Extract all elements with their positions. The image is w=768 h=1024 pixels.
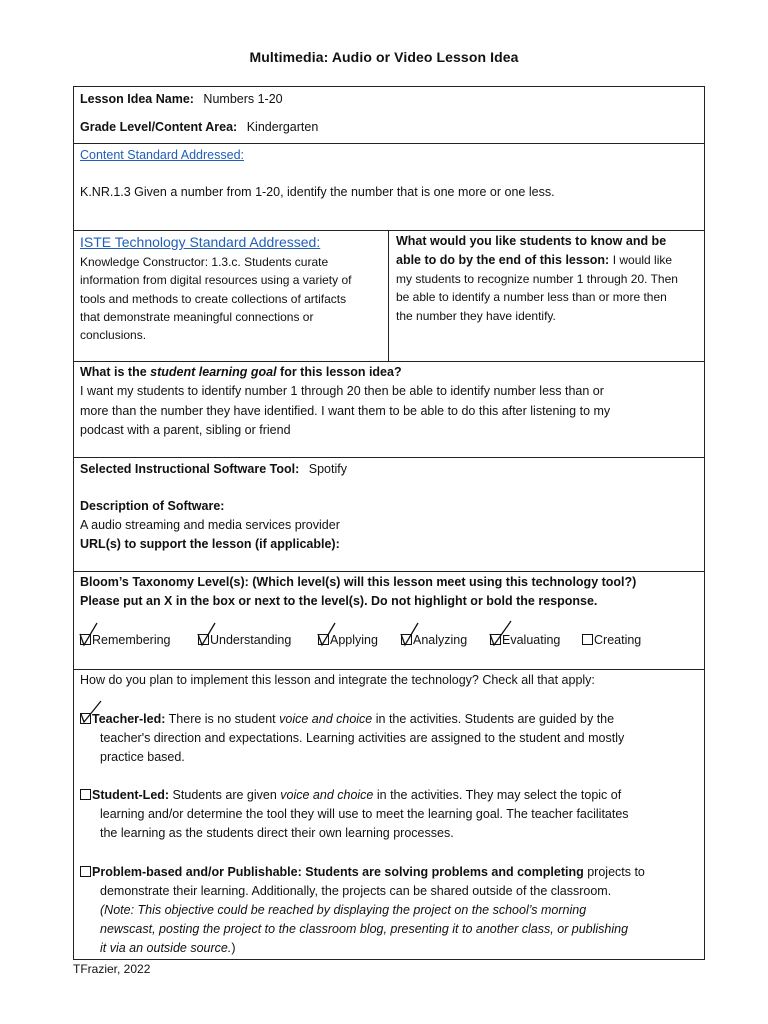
- option-problem-based[interactable]: [80, 863, 698, 958]
- iste-section: [74, 231, 704, 362]
- know-question: [396, 232, 672, 269]
- lesson-name-label: Lesson Idea Name:: [80, 92, 194, 106]
- blooms-level-understanding[interactable]: [198, 631, 291, 649]
- checkmark-icon: [79, 621, 103, 647]
- know-answer: [396, 270, 678, 325]
- goal-q-pre: What is the: [80, 365, 151, 379]
- lesson-info-section: [74, 87, 704, 144]
- goal-line: I want my students to identify number 1 through 20 then be able to identify number less than or: [80, 384, 604, 398]
- checkbox[interactable]: [401, 634, 412, 645]
- blooms-levels: [80, 631, 690, 651]
- goal-line: more than the number they have identified. I want them to be able to do this after listening to my: [80, 403, 611, 418]
- grade-label: Grade Level/Content Area:: [80, 120, 238, 134]
- know-question-line2: able to do by the end of this lesson:: [396, 252, 610, 267]
- column-divider: [388, 231, 389, 361]
- goal-q-post: for this lesson idea?: [276, 365, 402, 379]
- option-text: demonstrate their learning. Additionally, the projects can be shared outside of the classroom.: [100, 884, 612, 898]
- software-tool-row: [80, 460, 347, 479]
- software-section: [74, 458, 704, 572]
- checkbox[interactable]: [490, 634, 501, 645]
- option-text: There is no student: [165, 712, 280, 726]
- blooms-line2: Please put an X in the box or next to the level(s). Do not highlight or bold the response.: [80, 594, 598, 608]
- blooms-level-label: Evaluating: [502, 633, 561, 647]
- page-title: Multimedia: Audio or Video Lesson Idea: [249, 49, 519, 65]
- option-label: Problem-based and/or Publishable: Students are solving problems and completing: [92, 865, 584, 879]
- checkbox[interactable]: [582, 634, 593, 645]
- software-url-label: URL(s) to support the lesson (if applicable):: [80, 537, 340, 551]
- option-text: teacher's direction and expectations. Learning activities are assigned to the student and mostly: [100, 731, 625, 745]
- option-text: projects to: [583, 865, 645, 879]
- software-desc-label: Description of Software:: [80, 499, 225, 513]
- know-question-line: What would you like students to know and be: [396, 234, 667, 248]
- content-standard-heading[interactable]: Content Standard Addressed:: [80, 148, 245, 162]
- checkbox[interactable]: [80, 866, 91, 877]
- checkmark-icon: [489, 621, 513, 647]
- know-answer-line: my students to recognize number 1 through 20. Then: [396, 272, 678, 286]
- lesson-name-row: [80, 90, 283, 109]
- iste-line: information from digital resources using a variety of: [80, 273, 352, 288]
- option-text: practice based.: [100, 750, 185, 764]
- blooms-level-label: Remembering: [92, 633, 171, 647]
- iste-heading[interactable]: ISTE Technology Standard Addressed:: [80, 234, 321, 250]
- option-note: it via an outside source.: [100, 941, 232, 955]
- checkbox[interactable]: [318, 634, 329, 645]
- lesson-name-value: Numbers 1-20: [203, 92, 283, 106]
- iste-line: Knowledge Constructor: 1.3.c. Students curate: [80, 255, 329, 269]
- checkbox[interactable]: [80, 634, 91, 645]
- checkmark-icon: [400, 621, 424, 647]
- checkbox[interactable]: [80, 789, 91, 800]
- blooms-level-label: Applying: [330, 633, 378, 647]
- option-note: (Note: This objective could be reached by displaying the project on the school’s morning: [100, 903, 587, 917]
- option-text-italic: voice and choice: [279, 712, 373, 726]
- blooms-level-analyzing[interactable]: [401, 631, 467, 649]
- software-tool-label: Selected Instructional Software Tool:: [80, 462, 300, 476]
- blooms-level-evaluating[interactable]: [490, 631, 560, 649]
- grade-value: Kindergarten: [246, 120, 319, 134]
- checkbox[interactable]: [80, 713, 91, 724]
- iste-line: tools and methods to create collections of artifacts: [80, 291, 347, 306]
- option-teacher-led[interactable]: [80, 710, 698, 767]
- goal-line: podcast with a parent, sibling or friend: [80, 423, 291, 437]
- know-answer-line: be able to identify a number less than or more then: [396, 290, 667, 305]
- footer-credit: TFrazier, 2022: [73, 962, 151, 976]
- software-tool-value: Spotify: [308, 462, 347, 476]
- option-text: Students are given: [169, 788, 281, 802]
- option-note-close: ): [231, 941, 236, 955]
- checkbox[interactable]: [198, 634, 209, 645]
- iste-text: [80, 253, 351, 344]
- grade-row: [80, 118, 318, 137]
- content-standard-text: K.NR.1.3 Given a number from 1-20, identify the number that is one more or one less.: [80, 185, 555, 199]
- blooms-level-label: Creating: [594, 633, 642, 647]
- checkmark-icon: [317, 621, 341, 647]
- lesson-form: [73, 86, 705, 960]
- option-note: newscast, posting the project to the classroom blog, presenting it to another class, or publishing: [100, 922, 629, 936]
- checkmark-icon: [79, 700, 103, 726]
- goal-q-italic: student learning goal: [150, 365, 277, 379]
- implementation-section: [74, 670, 704, 959]
- implementation-question: How do you plan to implement this lesson and integrate the technology? Check all that apply:: [80, 673, 595, 687]
- know-answer-line: the number they have identify.: [396, 308, 556, 323]
- learning-goal-text: [80, 382, 610, 441]
- option-text-italic: voice and choice: [280, 788, 374, 802]
- blooms-level-label: Understanding: [210, 633, 292, 647]
- option-text: in the activities. They may select the topic of: [373, 788, 622, 802]
- blooms-level-label: Analyzing: [413, 633, 468, 647]
- blooms-level-remembering[interactable]: [80, 631, 171, 649]
- option-text: in the activities. Students are guided by the: [372, 712, 615, 726]
- know-question-line: [396, 251, 672, 270]
- iste-line: that demonstrate meaningful connections or: [80, 309, 314, 324]
- blooms-line1: Bloom’s Taxonomy Level(s): (Which level(s) will this lesson meet using this technology tool?): [80, 575, 637, 589]
- option-text: learning and/or determine the tool they will use to meet the learning goal. The teacher facilitates: [100, 807, 629, 821]
- iste-line: conclusions.: [80, 328, 147, 343]
- learning-goal-section: [74, 362, 704, 458]
- blooms-level-applying[interactable]: [318, 631, 378, 649]
- option-student-led[interactable]: [80, 786, 698, 843]
- option-label: Teacher-led:: [92, 712, 166, 726]
- blooms-level-creating[interactable]: [582, 631, 641, 649]
- software-desc-value: A audio streaming and media services provider: [80, 518, 340, 532]
- content-standard-section: [74, 144, 704, 231]
- option-label: Student-Led:: [92, 788, 170, 802]
- know-answer-start: I would like: [612, 252, 673, 267]
- blooms-section: [74, 572, 704, 670]
- learning-goal-question: [80, 363, 402, 382]
- option-text: the learning as the students direct their own learning processes.: [100, 826, 454, 840]
- checkmark-icon: [197, 621, 221, 647]
